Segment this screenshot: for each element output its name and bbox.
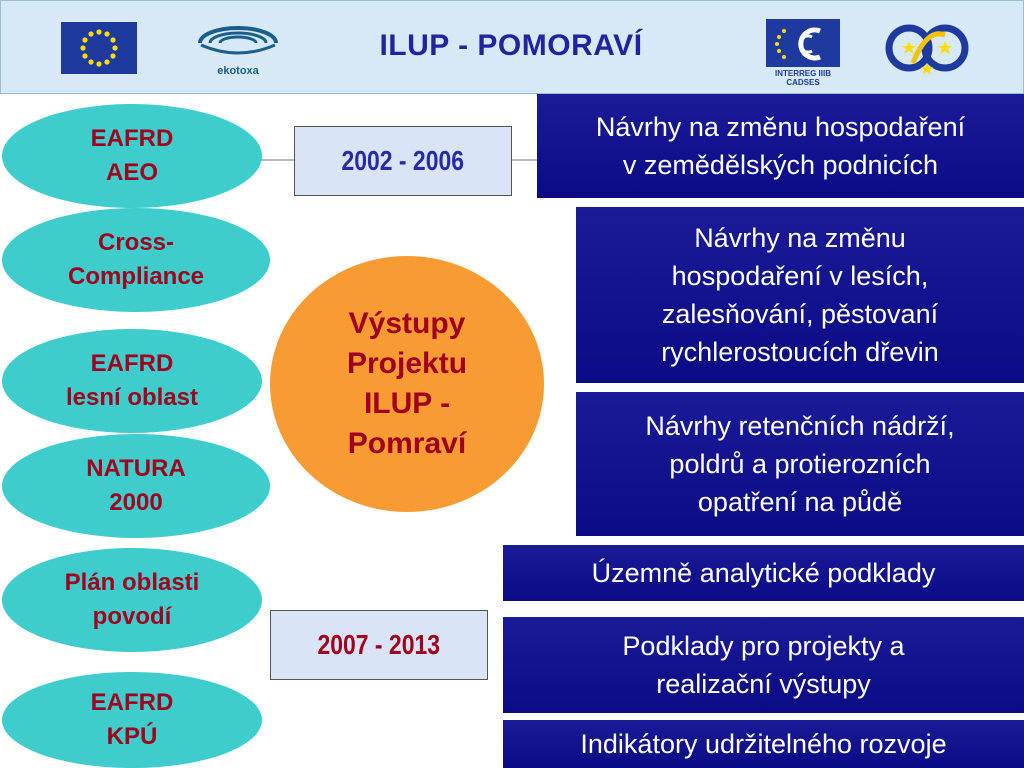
output-project-documents: Podklady pro projekty a realizační výstupy [503, 617, 1024, 713]
eafrd-forest-node: EAFRD lesní oblast [2, 329, 262, 433]
period-2007-2013: 2007 - 2013 [270, 610, 488, 680]
output-sustainability-indicators: Indikátory udržitelného rozvoje [503, 720, 1024, 768]
output-territorial-analysis: Územně analytické podklady [503, 545, 1024, 601]
output-retention: Návrhy retenčních nádrží, poldrů a protierozních opatření na půdě [576, 392, 1024, 536]
output-agriculture: Návrhy na změnu hospodaření v zemědělských podnicích [537, 94, 1024, 198]
eafrd-kpu-node: EAFRD KPÚ [2, 672, 262, 768]
river-basin-plan-node: Plán oblasti povodí [2, 548, 262, 652]
output-forestry: Návrhy na změnu hospodaření v lesích, zalesňování, pěstovaní rychlerostoucích dřevin [576, 207, 1024, 383]
cross-compliance-node: Cross- Compliance [2, 208, 270, 312]
period-2002-2006: 2002 - 2006 [294, 126, 512, 196]
project-outputs-node: Výstupy Projektu ILUP - Pomraví [270, 256, 544, 512]
interreg-logo-text: INTERREG IIIB CADSES [774, 69, 831, 87]
eafrd-aeo-node: EAFRD AEO [2, 104, 262, 208]
ekotoxa-logo-text: ekotoxa [217, 65, 259, 77]
page-title: ILUP - POMORAVÍ [379, 29, 643, 62]
natura-2000-node: NATURA 2000 [2, 434, 270, 538]
